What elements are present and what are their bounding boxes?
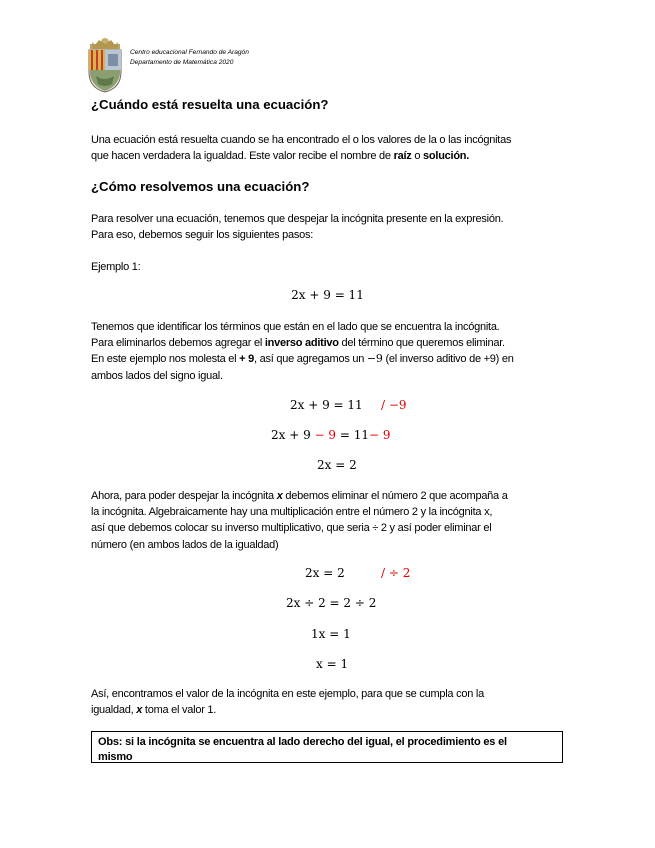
step5-equation: 2x ÷ 2 = 2 ÷ 2: [286, 596, 377, 610]
department-name: Departamento de Matemática 2020: [130, 58, 234, 66]
school-name: Centro educacional Fernando de Aragón: [130, 49, 249, 56]
paragraph-definition: Una ecuación está resuelta cuando se ha encontrado el o los valores de la o las incógnitas que hacen verdadera la igualdad. Este valor recibe el nombre de raíz o solución.: [91, 134, 512, 163]
paragraph-multiplicative-inverse: Ahora, para poder despejar la incógnita x debemos eliminar el número 2 que acompaña a la incógnita. Algebraicamente hay una multiplicación entre el número 2 y la incógnita x, así que debemos colocar su inverso multiplicativo, que seria ÷ 2 y así poder eliminar el número (en ambos lados de la igualdad): [91, 490, 508, 551]
step6-equation: 1x = 1: [311, 627, 351, 641]
example-equation: 2x + 9 = 11: [291, 288, 364, 302]
paragraph-additive-inverse: Tenemos que identificar los términos que están en el lado que se encuentra la incógnita. Para eliminarlos debemos agregar el inverso aditivo del término que queremos eliminar. En este ejemplo nos molesta el + 9, así que agregamos un −9 (el inverso aditivo de +9) en ambos lados del signo igual.: [91, 321, 514, 382]
step4-operation: / ÷ 2: [381, 566, 411, 580]
step7-equation: x = 1: [316, 657, 349, 671]
school-header: [130, 48, 249, 67]
step1-equation: 2x + 9 = 11: [290, 398, 363, 412]
step3-equation: 2x = 2: [317, 458, 357, 472]
section-title-when-solved: ¿Cuándo está resuelta una ecuación?: [91, 97, 329, 112]
step2-equation: 2x + 9 − 9 = 11− 9: [271, 428, 391, 442]
paragraph-conclusion: Así, encontramos el valor de la incógnita en este ejemplo, para que se cumpla con la igualdad, x toma el valor 1.: [91, 688, 484, 717]
paragraph-intro-steps: Para resolver una ecuación, tenemos que despejar la incógnita presente en la expresión. Para eso, debemos seguir los siguientes pasos:: [91, 213, 504, 242]
observation-box: Obs: si la incógnita se encuentra al lado derecho del igual, el procedimiento es el mismo: [91, 731, 563, 763]
school-crest-logo: [86, 36, 124, 94]
step4-equation: 2x = 2: [305, 566, 345, 580]
step1-operation: / −9: [381, 398, 407, 412]
section-title-how-solve: ¿Cómo resolvemos una ecuación?: [91, 179, 310, 194]
example-label: Ejemplo 1:: [91, 261, 141, 273]
